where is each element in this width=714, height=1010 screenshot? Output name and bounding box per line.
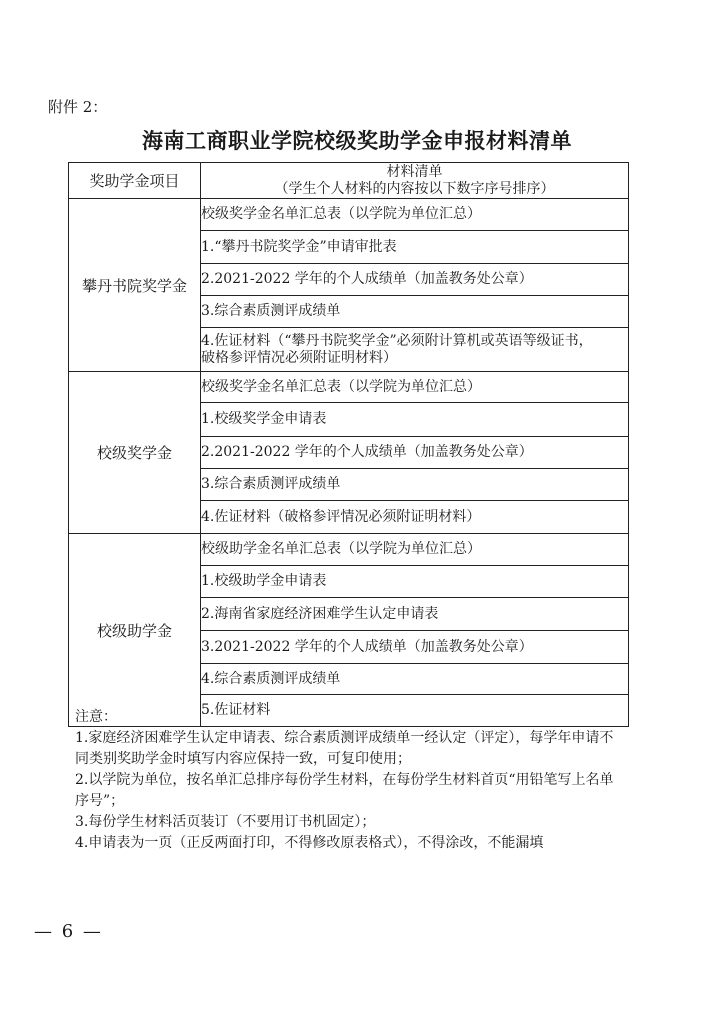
notes-section <box>75 707 635 854</box>
materials-table <box>68 162 629 727</box>
table-header-row <box>69 163 629 199</box>
material-item: 3.综合素质测评成绩单 <box>201 469 629 501</box>
category-pandan: 攀丹书院奖学金 <box>69 199 201 372</box>
material-item: 1.校级奖学金申请表 <box>201 403 629 437</box>
material-item-line: 4.佐证材料（“攀丹书院奖学金”必须附计算机或英语等级证书， <box>201 332 593 349</box>
material-item: 5.佐证材料 <box>201 695 629 727</box>
material-item: 校级助学金名单汇总表（以学院为单位汇总） <box>201 534 629 566</box>
material-item: 3.综合素质测评成绩单 <box>201 296 629 328</box>
category-school-grant: 校级助学金 <box>69 534 201 727</box>
material-item: 校级奖学金名单汇总表（以学院为单位汇总） <box>201 199 629 231</box>
header-category: 奖助学金项目 <box>69 163 201 199</box>
table-row <box>69 372 629 403</box>
header-materials-subtitle: （学生个人材料的内容按以下数字序号排序） <box>274 180 555 197</box>
header-materials-title: 材料清单 <box>386 163 443 180</box>
note-line: 2.以学院为单位，按名单汇总排序每份学生材料，在每份学生材料首页“用铅笔写上名单 <box>75 772 614 788</box>
page-title: 海南工商职业学院校级奖助学金申报材料清单 <box>142 129 572 153</box>
page-number: — 6 — <box>34 921 103 942</box>
note-line: 同类别奖助学金时填写内容应保持一致，可复印使用； <box>75 751 411 767</box>
material-item: 校级奖学金名单汇总表（以学院为单位汇总） <box>201 372 629 403</box>
material-item <box>201 328 629 372</box>
material-item: 4.综合素质测评成绩单 <box>201 664 629 695</box>
material-item: 2.2021-2022 学年的个人成绩单（加盖教务处公章） <box>201 437 629 469</box>
table-row <box>69 534 629 566</box>
notes-heading: 注意： <box>75 709 117 725</box>
table-row <box>69 199 629 231</box>
header-materials <box>201 163 629 199</box>
note-line: 序号”； <box>75 793 125 809</box>
material-item: 2.海南省家庭经济困难学生认定申请表 <box>201 598 629 631</box>
category-school-scholarship: 校级奖学金 <box>69 372 201 534</box>
material-item: 4.佐证材料（破格参评情况必须附证明材料） <box>201 501 629 534</box>
note-line: 4.申请表为一页（正反两面打印，不得修改原表格式），不得涂改，不能漏填 <box>75 835 544 851</box>
attachment-label: 附件 2： <box>48 98 108 116</box>
material-item: 3.2021-2022 学年的个人成绩单（加盖教务处公章） <box>201 631 629 664</box>
material-item: 1.校级助学金申请表 <box>201 566 629 598</box>
material-item: 1.“攀丹书院奖学金”申请审批表 <box>201 231 629 264</box>
material-item-line: 破格参评情况必须附证明材料） <box>201 349 397 366</box>
material-item: 2.2021-2022 学年的个人成绩单（加盖教务处公章） <box>201 264 629 296</box>
note-line: 1.家庭经济困难学生认定申请表、综合素质测评成绩单一经认定（评定），每学年申请不 <box>75 730 614 746</box>
note-line: 3.每份学生材料活页装订（不要用订书机固定）； <box>75 814 376 830</box>
